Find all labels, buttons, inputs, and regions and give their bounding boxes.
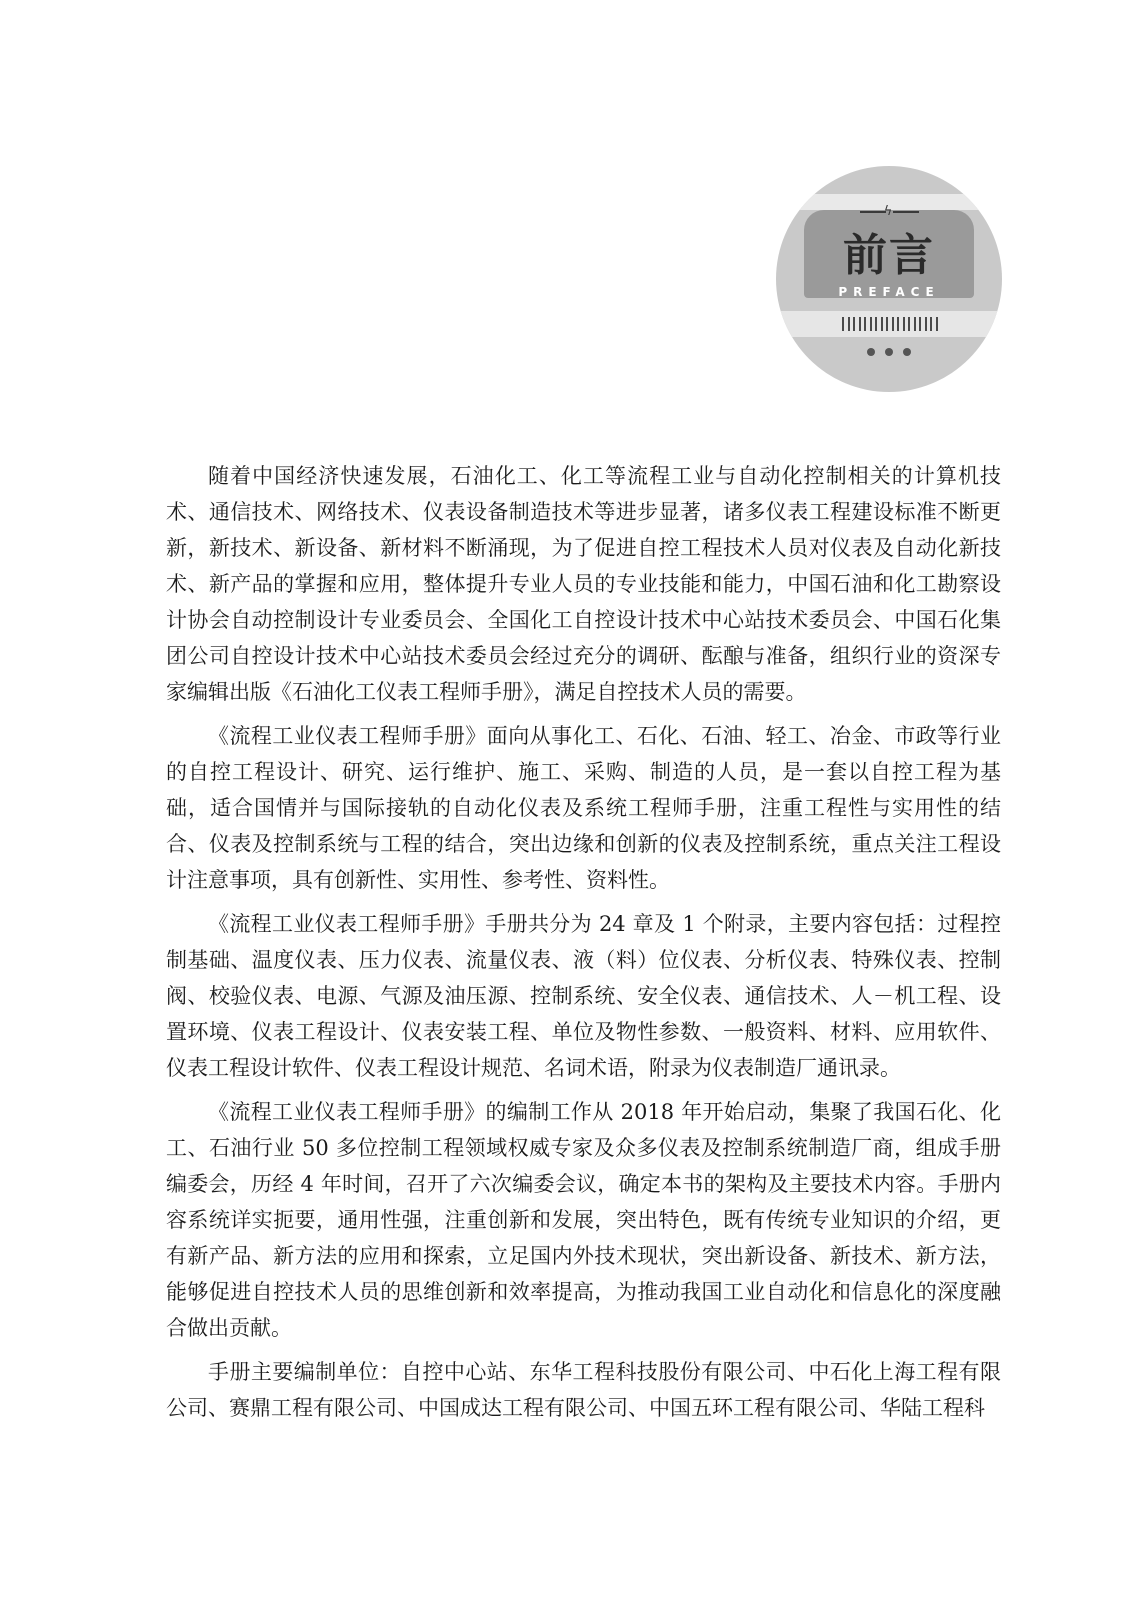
paragraph-2: 《流程工业仪表工程师手册》面向从事化工、石化、石油、轻工、冶金、市政等行业的自控工程设计、研究、运行维护、施工、采购、制造的人员，是一套以自控工程为基础，适合国情并与国际接轨的自动化仪表及系统工程师手册，注重工程性与实用性的结合、仪表及控制系统与工程的结合，突出边缘和创新的仪表及控制系统，重点关注工程设计注意事项，具有创新性、实用性、参考性、资料性。	[166, 724, 1001, 892]
badge-line-right	[893, 211, 919, 213]
preface-badge	[776, 166, 1002, 392]
badge-subtitle: PREFACE	[838, 285, 940, 299]
paragraph-4: 《流程工业仪表工程师手册》的编制工作从 2018 年开始启动，集聚了我国石化、化工、石油行业 50 多位控制工程领域权威专家及众多仪表及控制系统制造厂商，组成手册编委会，历经 4 年时间，召开了六次编委会议，确定本书的架构及主要技术内容。手册内容系统详实扼要，通用性强，注重创新和发展，突出特色，既有传统专业知识的介绍，更有新产品、新方法的应用和探索，立足国内外技术现状，突出新设备、新技术、新方法，能够促进自控技术人员的思维创新和效率提高，为推动我国工业自动化和信息化的深度融合做出贡献。	[166, 1100, 1001, 1340]
badge-ticks	[842, 317, 938, 331]
paragraph-1: 随着中国经济快速发展，石油化工、化工等流程工业与自动化控制相关的计算机技术、通信技术、网络技术、仪表设备制造技术等进步显著，诸多仪表工程建设标准不断更新，新技术、新设备、新材料不断涌现，为了促进自控工程技术人员对仪表及自动化新技术、新产品的掌握和应用，整体提升专业人员的专业技能和能力，中国石油和化工勘察设计协会自动控制设计专业委员会、全国化工自控设计技术中心站技术委员会、中国石化集团公司自控设计技术中心站技术委员会经过充分的调研、酝酿与准备，组织行业的资深专家编辑出版《石油化工仪表工程师手册》，满足自控技术人员的需要。	[166, 464, 1001, 704]
badge-title: 前言	[843, 230, 935, 281]
preface-body	[166, 458, 1001, 1434]
paragraph-3: 《流程工业仪表工程师手册》手册共分为 24 章及 1 个附录，主要内容包括：过程控制基础、温度仪表、压力仪表、流量仪表、液（料）位仪表、分析仪表、特殊仪表、控制阀、校验仪表、电源、气源及油压源、控制系统、安全仪表、通信技术、人－机工程、设置环境、仪表工程设计、仪表安装工程、单位及物性参数、一般资料、材料、应用软件、仪表工程设计软件、仪表工程设计规范、名词术语，附录为仪表制造厂通讯录。	[166, 912, 1001, 1080]
badge-bolt-row	[776, 204, 1002, 220]
badge-dots	[776, 348, 1002, 356]
paragraph-5: 手册主要编制单位：自控中心站、东华工程科技股份有限公司、中石化上海工程有限公司、赛鼎工程有限公司、中国成达工程有限公司、中国五环工程有限公司、华陆工程科	[166, 1360, 1001, 1420]
lightning-bolt-icon: ϟ	[883, 204, 893, 219]
